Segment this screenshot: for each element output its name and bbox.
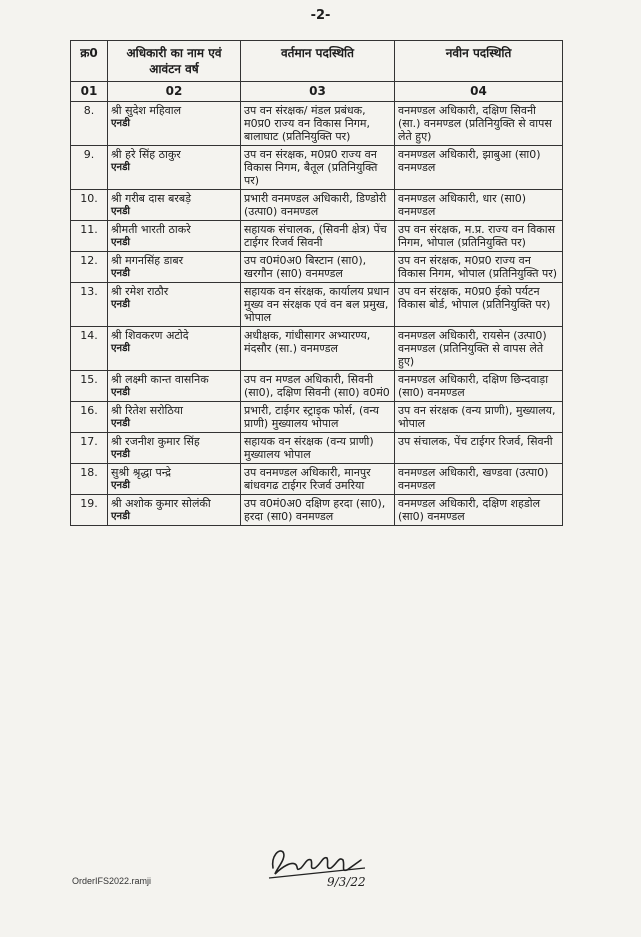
serial-number: 16. (71, 402, 108, 433)
serial-number: 14. (71, 327, 108, 371)
new-posting: उप वन संरक्षक, म.प्र. राज्य वन विकास निगम, भोपाल (प्रतिनियुक्ति पर) (395, 221, 563, 252)
page-number: -2- (310, 8, 331, 23)
serial-number: 15. (71, 371, 108, 402)
header-new-posting: नवीन पदस्थिति (395, 41, 563, 82)
officer-name: श्री रजनीश कुमार सिंह (111, 435, 200, 448)
serial-number: 12. (71, 252, 108, 283)
table-row (71, 221, 563, 252)
signature-image (265, 838, 385, 890)
current-posting: उप व0मं0अ0 दक्षिण हरदा (सा0), हरदा (सा0) वनमण्डल (241, 495, 395, 526)
current-posting: उप व0मं0अ0 बिस्टान (सा0), खरगौन (सा0) वनमण्डल (241, 252, 395, 283)
serial-number: 18. (71, 464, 108, 495)
current-posting: प्रभारी, टाईगर स्ट्राइक फोर्स, (वन्य प्राणी) मुख्यालय भोपाल (241, 402, 395, 433)
officer-name: श्री मगनसिंह डाबर (111, 254, 184, 267)
cadre-label: एनडी (111, 299, 131, 310)
table-row (71, 464, 563, 495)
current-posting: उप वनमण्डल अधिकारी, मानपुर बांधवगढ टाईगर रिजर्व उमरिया (241, 464, 395, 495)
officer-name: श्री रितेश सरोठिया (111, 404, 183, 417)
serial-number: 13. (71, 283, 108, 327)
officer-cell (108, 252, 241, 283)
serial-number: 19. (71, 495, 108, 526)
officer-cell (108, 283, 241, 327)
current-posting: प्रभारी वनमण्डल अधिकारी, डिण्डोरी (उत्पा0) वनमण्डल (241, 190, 395, 221)
cadre-label: एनडी (111, 237, 131, 248)
column-number: 04 (395, 82, 563, 102)
current-posting: सहायक वन संरक्षक (वन्य प्राणी) मुख्यालय भोपाल (241, 433, 395, 464)
cadre-label: एनडी (111, 162, 131, 173)
officer-name: श्रीमती भारती ठाकरे (111, 223, 191, 236)
officer-cell (108, 221, 241, 252)
signature-date: 9/3/22 (327, 875, 366, 889)
officer-cell (108, 464, 241, 495)
header-row (71, 41, 563, 82)
serial-number: 9. (71, 146, 108, 190)
new-posting: उप संचालक, पेंच टाईगर रिजर्व, सिवनी (395, 433, 563, 464)
cadre-label: एनडी (111, 118, 131, 129)
header-serial: क्र0 (71, 41, 108, 82)
cadre-label: एनडी (111, 418, 131, 429)
new-posting: वनमण्डल अधिकारी, दक्षिण छिन्दवाड़ा (सा0) वनमण्डल (395, 371, 563, 402)
current-posting: उप वन संरक्षक, म0प्र0 राज्य वन विकास निगम, बैतूल (प्रतिनियुक्ति पर) (241, 146, 395, 190)
table-row (71, 327, 563, 371)
table-row (71, 283, 563, 327)
officer-cell (108, 402, 241, 433)
table-row (71, 102, 563, 146)
current-posting: सहायक संचालक, (सिवनी क्षेत्र) पेंच टाईगर रिजर्व सिवनी (241, 221, 395, 252)
serial-number: 17. (71, 433, 108, 464)
officer-cell (108, 190, 241, 221)
new-posting: वनमण्डल अधिकारी, झाबुआ (सा0) वनमण्डल (395, 146, 563, 190)
cadre-label: एनडी (111, 511, 131, 522)
current-posting: अधीक्षक, गांधीसागर अभ्यारण्य, मंदसौर (सा.) वनमण्डल (241, 327, 395, 371)
cadre-label: एनडी (111, 206, 131, 217)
cadre-label: एनडी (111, 343, 131, 354)
new-posting: वनमण्डल अधिकारी, दक्षिण शहडोल (सा0) वनमण्डल (395, 495, 563, 526)
cadre-label: एनडी (111, 387, 131, 398)
officer-name: श्री हरे सिंह ठाकुर (111, 148, 181, 161)
officer-name: श्री गरीब दास बरबड़े (111, 192, 192, 205)
cadre-label: एनडी (111, 480, 131, 491)
serial-number: 10. (71, 190, 108, 221)
officer-cell (108, 433, 241, 464)
new-posting: उप वन संरक्षक (वन्य प्राणी), मुख्यालय, भोपाल (395, 402, 563, 433)
officer-cell (108, 327, 241, 371)
officer-name: श्री सुदेश महिवाल (111, 104, 182, 117)
officer-name: सुश्री श्रृद्धा पन्द्रे (111, 466, 171, 479)
officer-cell (108, 102, 241, 146)
table-row (71, 146, 563, 190)
table-row (71, 495, 563, 526)
officer-cell (108, 495, 241, 526)
current-posting: उप वन संरक्षक/ मंडल प्रबंधक, म0प्र0 राज्य वन विकास निगम, बालाघाट (प्रतिनियुक्ति पर) (241, 102, 395, 146)
officer-name: श्री रमेश राठौर (111, 285, 169, 298)
serial-number: 11. (71, 221, 108, 252)
new-posting: वनमण्डल अधिकारी, खण्डवा (उत्पा0) वनमण्डल (395, 464, 563, 495)
current-posting: सहायक वन संरक्षक, कार्यालय प्रधान मुख्य वन संरक्षक एवं वन बल प्रमुख, भोपाल (241, 283, 395, 327)
new-posting: वनमण्डल अधिकारी, धार (सा0) वनमण्डल (395, 190, 563, 221)
table-row (71, 371, 563, 402)
table-row (71, 190, 563, 221)
current-posting: उप वन मण्डल अधिकारी, सिवनी (सा0), दक्षिण सिवनी (सा0) व0मं0 (241, 371, 395, 402)
table-row (71, 252, 563, 283)
table-row (71, 402, 563, 433)
cadre-label: एनडी (111, 268, 131, 279)
officer-name: श्री शिवकरण अटोदे (111, 329, 189, 342)
new-posting: उप वन संरक्षक, म0प्र0 राज्य वन विकास निगम, भोपाल (प्रतिनियुक्ति पर) (395, 252, 563, 283)
header-current-posting: वर्तमान पदस्थिति (241, 41, 395, 82)
officer-cell (108, 371, 241, 402)
new-posting: उप वन संरक्षक, म0प्र0 ईको पर्यटन विकास बोर्ड, भोपाल (प्रतिनियुक्ति पर) (395, 283, 563, 327)
officer-name: श्री लक्ष्मी कान्त वासनिक (111, 373, 209, 386)
new-posting: वनमण्डल अधिकारी, दक्षिण सिवनी (सा.) वनमण्डल (प्रतिनियुक्ति से वापस लेते हुए) (395, 102, 563, 146)
serial-number: 8. (71, 102, 108, 146)
transfer-order-table (70, 40, 563, 526)
column-number-row (71, 82, 563, 102)
column-number: 03 (241, 82, 395, 102)
table-row (71, 433, 563, 464)
column-number: 02 (108, 82, 241, 102)
cadre-label: एनडी (111, 449, 131, 460)
header-officer-name: अधिकारी का नाम एवं आवंटन वर्ष (108, 41, 241, 82)
new-posting: वनमण्डल अधिकारी, रायसेन (उत्पा0) वनमण्डल (प्रतिनियुक्ति से वापस लेते हुए) (395, 327, 563, 371)
file-reference: OrderIFS2022.ramji (72, 876, 152, 886)
officer-name: श्री अशोक कुमार सोलंकी (111, 497, 211, 510)
column-number: 01 (71, 82, 108, 102)
officer-cell (108, 146, 241, 190)
